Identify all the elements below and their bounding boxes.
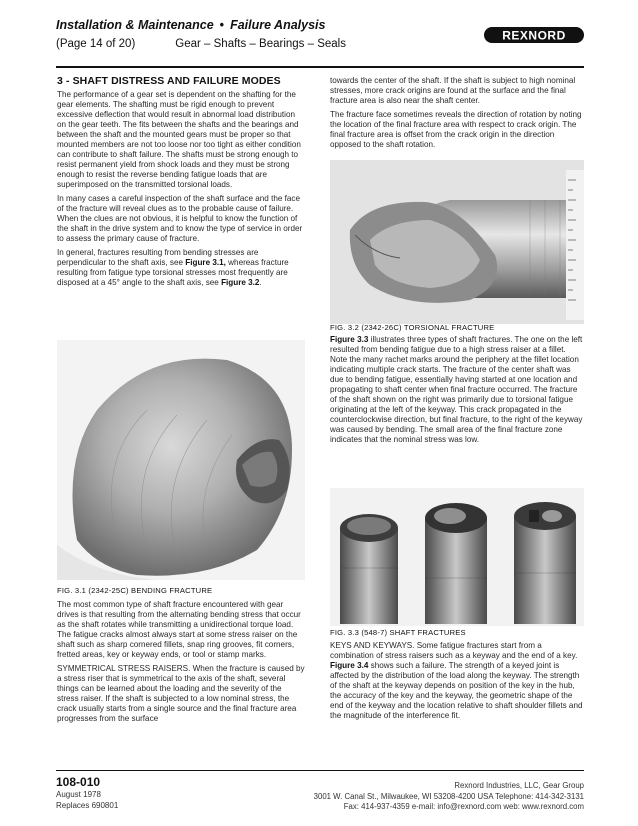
fig31-paragraph-1: The most common type of shaft fracture encountered with gear drives is that resulting from the alternating bending stress that occur as the shaft rotates while transmitting a unidirectional torque load. The fatigue cracks almost always start at some stress raiser on the shaft such as sharp cornered fillets, snap ring grooves, fit corners, fretted areas, key or keyway ends, or tool or stamp marks. [57,600,301,660]
intro-paragraph-1: The performance of a gear set is dependent on the shafting for the gear elements. The shafting must be rigid enough to prevent excessive deflection that would result in abnormal load distribution on the gear teeth. The fits between the shafts and the bearings and between the shaft and the mounted gears must be proper so that mounted members are not too loose nor too tight as either condition can contribute to shaft failure. The shafts must be strong enough to resist permanent yield from shock loads and they must be strong enough to resist the reverse bending fatigue loads that are superimposed on the transmitted torsional loads. [57,90,301,190]
page-header [56,14,584,62]
fig-3-2-caption: FIG. 3.2 (2342-26C) TORSIONAL FRACTURE [330,323,495,332]
header-title-text: Installation & Maintenance [56,18,214,32]
figure-ref-3-3: Figure 3.3 [330,335,369,344]
fig33-text-a: KEYS AND KEYWAYS. Some fatigue fractures start from a combination of stress raisers such as a keyway and the end of a key. [330,641,578,661]
fig-3-1-caption: FIG. 3.1 (2342-25C) BENDING FRACTURE [57,586,213,595]
doc-number: 108-010 [56,775,101,789]
intro-paragraph-2: In many cases a careful inspection of the shaft surface and the face of the fracture will reveal clues as to the probable cause of failure. When the clues are not obvious, it is helpful to know the function of the shaft in the drive system and to know the type of service in order to assess the primary cause of fracture. [57,194,303,244]
footer-contact-line: Fax: 414-937-4359 e-mail: info@rexnord.com web: www.rexnord.com [343,802,584,811]
fig-3-1-photo [57,340,305,580]
fig33-paragraph-1 [330,641,584,721]
header-title-secondary: Failure Analysis [230,18,326,32]
rexnord-logo [484,24,584,46]
fig33-text-b: shows such a failure. The strength of a keyed joint is affected by the distribution of the load along the keyway. The strength of the shaft at the keyway depends on position of the key in the hub, the accuracy of the key and the keyway, the geometric shape of the end of the keyway and the location relative to shaft shoulder fillets and the magnitude of the interference fit. [330,661,583,721]
fig32-text: illustrates three types of shaft fractures. The one on the left resulted from bending fatigue due to a high stress raiser at a fillet. Note the many rachet marks around the periphery at the fillet location indicating multiple crack starts. The fracture of the center shaft was due to bending fatigue, essentially having started at one location and propagating to shaft center when final fracture occurred. The fracture of the shaft shown on the right was primarily due to torsional fatigue originating at the left of the keyway. This crack propagated in the counterclockwise direction, but final fracture, to the right of the keyway was caused by bending. The small area of the final fracture zone indicates that the nominal stress was low. [330,335,583,445]
header-bullet: • [219,18,225,32]
header-title [56,18,325,32]
doc-replaces: Replaces 690801 [56,800,119,810]
fig-3-2-text [330,335,584,449]
footer-rule [56,770,584,771]
right-paragraph-1: towards the center of the shaft. If the shaft is subject to high nominal stresses, more crack origins are found at the surface and the final fracture area is also near the shaft center. [330,76,576,106]
logo-text: REXNORD [502,28,566,43]
right-column-intro [330,76,584,154]
right-paragraph-2: The fracture face sometimes reveals the direction of rotation by noting the location of the final fracture area with respect to crack origin. The final fracture area is offset from the crack origin in the direction opposed to the shaft rotation. [330,109,582,149]
header-subline [56,38,346,50]
p3-text-a: In general, fractures resulting from bending stresses are perpendicular to the shaft axis, see [57,247,259,267]
fig-3-2-photo [330,160,584,324]
fig32-paragraph-1 [330,335,584,446]
footer-company: Rexnord Industries, LLC, Gear Group [454,781,584,790]
doc-date: August 1978 [56,790,101,799]
header-subtitle: Gear – Shafts – Bearings – Seals [175,38,346,50]
section-intro [57,76,305,292]
section-title: 3 - SHAFT DISTRESS AND FAILURE MODES [57,75,281,87]
figure-ref-3-4: Figure 3.4 [330,661,369,671]
fig-3-3-photo [330,488,584,626]
figure-ref-3-1: Figure 3.1, [185,257,226,267]
figure-ref-3-2: Figure 3.2 [221,278,260,288]
footer-address: 3001 W. Canal St., Milwaukee, WI 53208-4200 USA Telephone: 414-342-3131 [313,791,584,801]
footer-doc-info [56,776,118,811]
intro-paragraph-3 [57,248,305,288]
fig31-paragraph-2: SYMMETRICAL STRESS RAISERS. When the fracture is caused by a stress riser that is symmetrical to the axis of the shaft, several things can be learned about the loading and the severity of the stress raiser. If the shaft is subjected to a low nominal stress, the crack usually starts from a single source and the final fracture area progresses from the surface [57,663,305,724]
fig-3-3-caption: FIG. 3.3 (548-7) SHAFT FRACTURES [330,628,466,637]
p3-text-b: whereas fracture resulting from fatigue type torsional stresses most frequently are disposed at a 45° angle to the shaft axis, see [57,257,289,288]
footer-contact [314,781,584,813]
fig-3-3-text [330,641,584,725]
page-indicator: (Page 14 of 20) [56,38,136,50]
p3-text-c: . [259,278,262,288]
fig-3-1-text [57,600,305,728]
header-rule [56,66,584,68]
